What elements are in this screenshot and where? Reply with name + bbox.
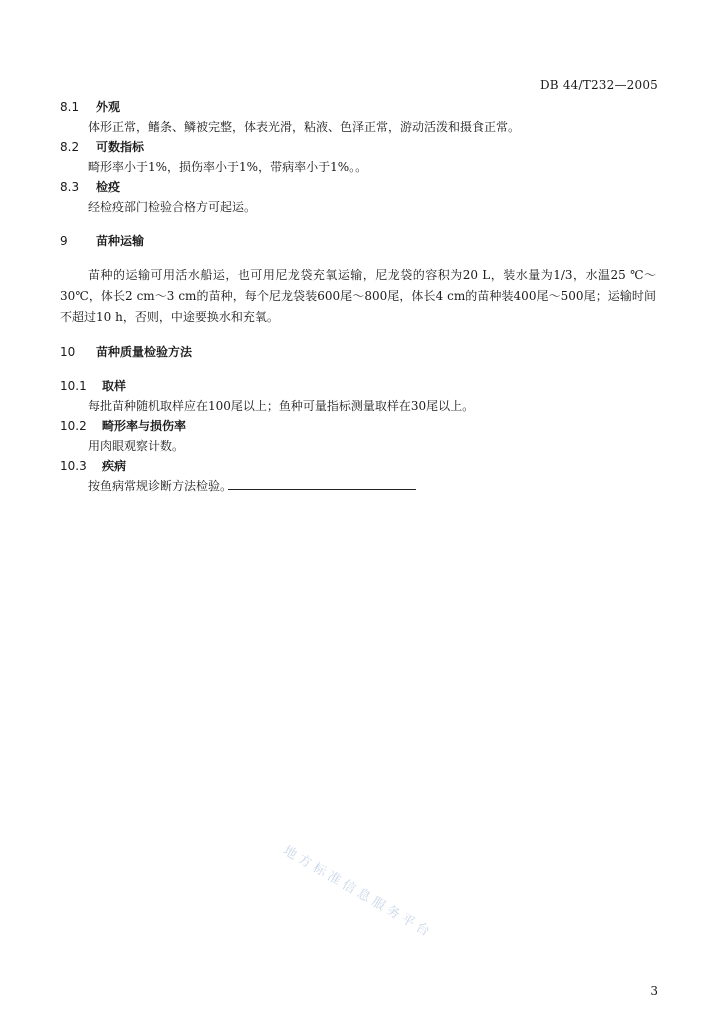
section-number: 8.2 bbox=[60, 140, 80, 154]
document-body bbox=[60, 97, 660, 496]
section-title: 外观 bbox=[96, 100, 121, 114]
section-10-heading bbox=[60, 342, 660, 362]
section-8-3-text: 经检疫部门检验合格方可起运。 bbox=[88, 200, 257, 214]
section-number: 10.3 bbox=[60, 459, 87, 473]
standard-code: DB 44/T232—2005 bbox=[539, 78, 658, 92]
section-8-1-heading bbox=[60, 97, 660, 117]
section-10-1-text: 每批苗种随机取样应在100尾以上；鱼种可量指标测量取样在30尾以上。 bbox=[88, 399, 475, 413]
section-8-1-text: 体形正常，鳍条、鳞被完整，体表光滑，粘液、色泽正常，游动活泼和摄食正常。 bbox=[88, 120, 521, 134]
section-10-3-heading bbox=[60, 456, 660, 476]
section-8-2-heading bbox=[60, 137, 660, 157]
section-number: 10.1 bbox=[60, 379, 87, 393]
section-number: 8.1 bbox=[60, 100, 80, 114]
section-title: 苗种运输 bbox=[96, 234, 145, 248]
section-9-heading bbox=[60, 231, 660, 251]
section-9-text: 苗种的运输可用活水船运，也可用尼龙袋充氧运输，尼龙袋的容积为20 L，装水量为1/3，水温25 ℃～30℃，体长2 cm～3 cm的苗种，每个尼龙袋装600尾～800尾，体长4 cm的苗种装400尾～500尾；运输时间不超过10 h，否则，中途要换水和充氧。 bbox=[60, 268, 656, 324]
section-10-2-heading bbox=[60, 416, 660, 436]
section-title: 检疫 bbox=[96, 180, 121, 194]
section-10-2-text: 用肉眼观察计数。 bbox=[88, 439, 185, 453]
section-8-2-text: 畸形率小于1%，损伤率小于1%，带病率小于1%。。 bbox=[88, 160, 368, 174]
section-number: 8.3 bbox=[60, 180, 80, 194]
watermark: 地方标准信息服务平台 bbox=[280, 843, 436, 942]
section-title: 畸形率与损伤率 bbox=[102, 419, 187, 433]
section-title: 疾病 bbox=[102, 459, 127, 473]
section-title: 苗种质量检验方法 bbox=[96, 345, 193, 359]
section-number: 10 bbox=[60, 345, 76, 359]
section-number: 9 bbox=[60, 234, 68, 248]
section-number: 10.2 bbox=[60, 419, 87, 433]
page-number: 3 bbox=[650, 984, 658, 998]
section-10-3-text: 按鱼病常规诊断方法检验。 bbox=[88, 479, 233, 493]
section-8-3-heading bbox=[60, 177, 660, 197]
section-title: 取样 bbox=[102, 379, 127, 393]
section-10-1-heading bbox=[60, 376, 660, 396]
section-title: 可数指标 bbox=[96, 140, 145, 154]
end-of-document-rule bbox=[228, 489, 416, 490]
